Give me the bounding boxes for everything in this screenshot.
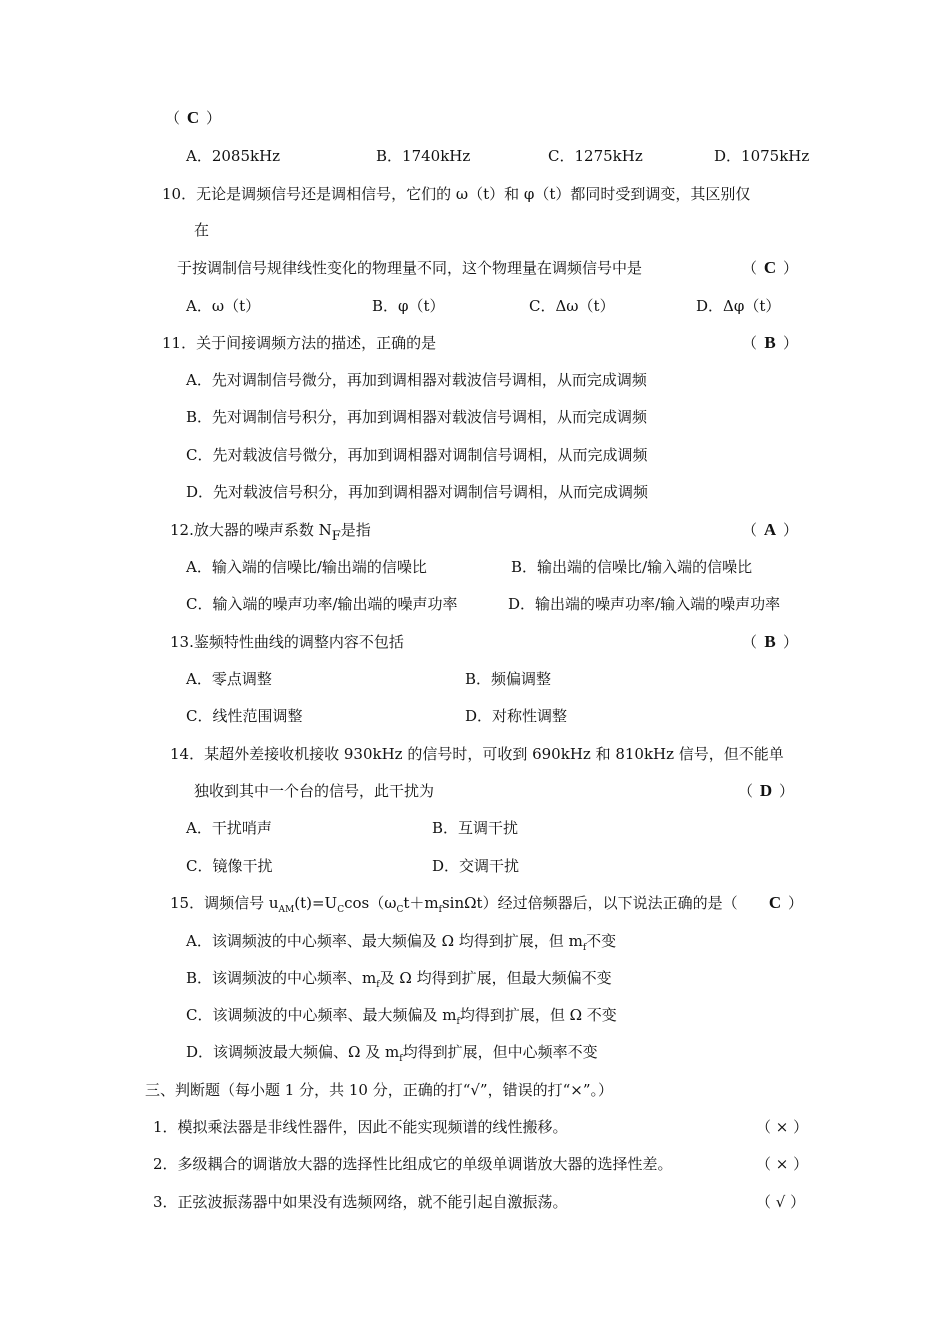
q14-option-a: A．干扰哨声 (186, 819, 272, 837)
q15-answer-letter: C (768, 893, 782, 912)
q15-option-d: D．该调频波最大频偏、Ω 及 $m_f$均得到扩展，但中心频率不变 (186, 1043, 598, 1064)
q12-answer-letter: A (763, 520, 777, 539)
q13-answer: （ B ） (742, 632, 799, 651)
q11-option-a: A．先对调制信号微分，再加到调相器对载波信号调相，从而完成调频 (186, 371, 647, 389)
q11-option-b: B．先对调制信号积分，再加到调相器对载波信号调相，从而完成调频 (186, 408, 648, 426)
tf-item-2-answer: （ × ） (756, 1155, 809, 1173)
q10-stem-line2: 在 (194, 221, 210, 239)
q11-answer: （ B ） (742, 333, 799, 352)
section3-heading: 三、判断题（每小题 1 分，共 10 分，正确的打“√”，错误的打“×”。） (145, 1081, 614, 1099)
q10-option-a: A．ω（t） (186, 297, 261, 315)
q14-option-b: B．互调干扰 (432, 819, 519, 837)
q11-answer-letter: B (764, 333, 776, 352)
q10-option-c: C．Δω（t） (529, 297, 615, 315)
tf-item-3-answer: （ √ ） (756, 1193, 806, 1211)
tf-item-2-text: 2．多级耦合的调谐放大器的选择性比组成它的单级单调谐放大器的选择性差。 (153, 1155, 673, 1173)
q15-option-b: B．该调频波的中心频率、$m_f$及 Ω 均得到扩展，但最大频偏不变 (186, 969, 612, 990)
q12-stem: 12.放大器的噪声系数 $N_F$是指 (170, 521, 371, 544)
q14-option-d: D．交调干扰 (432, 857, 520, 875)
q10-option-d: D．Δφ（t） (696, 297, 781, 315)
q14-stem-line1: 14．某超外差接收机接收 930kHz 的信号时，可收到 690kHz 和 810kHz 信号，但不能单 (170, 745, 784, 763)
q14-answer-letter: D (759, 781, 773, 800)
q11-option-c: C．先对载波信号微分，再加到调相器对调制信号调相，从而完成调频 (186, 446, 648, 464)
q14-option-c: C．镜像干扰 (186, 857, 273, 875)
q13-option-b: B．频偏调整 (465, 670, 552, 688)
q12-answer: （ A ） (742, 520, 799, 539)
q9-option-b: B．1740kHz (376, 147, 471, 165)
q12-option-d: D．输出端的噪声功率/输入端的噪声功率 (508, 595, 781, 613)
q10-answer: （ C ） (742, 258, 799, 277)
q12-option-c: C．输入端的噪声功率/输出端的噪声功率 (186, 595, 458, 613)
q12-option-a: A．输入端的信噪比/输出端的信噪比 (186, 558, 427, 576)
q11-stem: 11．关于间接调频方法的描述，正确的是 (162, 334, 437, 352)
tf-item-1-answer: （ × ） (756, 1118, 809, 1136)
q13-option-d: D．对称性调整 (465, 707, 568, 725)
q9-answer: （ C ） (165, 108, 222, 127)
q15-answer: C ） (762, 892, 803, 914)
q13-answer-letter: B (764, 632, 776, 651)
q13-option-c: C．线性范围调整 (186, 707, 303, 725)
q10-option-b: B．φ（t） (372, 297, 445, 315)
q11-option-d: D．先对载波信号积分，再加到调相器对调制信号调相，从而完成调频 (186, 483, 649, 501)
q10-answer-letter: C (763, 258, 777, 277)
tf-item-1-text: 1．模拟乘法器是非线性器件，因此不能实现频谱的线性搬移。 (153, 1118, 568, 1136)
q9-option-d: D．1075kHz (714, 147, 810, 165)
q13-option-a: A．零点调整 (186, 670, 272, 688)
q9-option-a: A．2085kHz (186, 147, 281, 165)
q13-stem: 13.鉴频特性曲线的调整内容不包括 (170, 633, 404, 651)
q15-stem: 15．调频信号 $u_{AM}(t)=U_C\cos(\omega_Ct+m_f\sin\Omega t)$经过倍频器后，以下说法正确的是（ (170, 894, 738, 915)
q15-option-c: C．该调频波的中心频率、最大频偏及 $m_f$均得到扩展，但 Ω 不变 (186, 1006, 617, 1027)
tf-item-3-text: 3．正弦波振荡器中如果没有选频网络，就不能引起自激振荡。 (153, 1193, 568, 1211)
q14-stem-line2: 独收到其中一个台的信号，此干扰为 (194, 782, 435, 800)
q12-option-b: B．输出端的信噪比/输入端的信噪比 (511, 558, 753, 576)
q10-stem-line1: 10．无论是调频信号还是调相信号，它们的 ω（t）和 φ（t）都同时受到调变，其区别仅 (162, 185, 751, 203)
q9-option-c: C．1275kHz (548, 147, 643, 165)
q15-option-a: A．该调频波的中心频率、最大频偏及 Ω 均得到扩展，但 $m_f$不变 (186, 932, 617, 953)
q14-answer: （ D ） (738, 781, 795, 800)
q9-answer-letter: C (186, 108, 200, 127)
q10-stem-line3: 于按调制信号规律线性变化的物理量不同，这个物理量在调频信号中是 (177, 259, 643, 277)
